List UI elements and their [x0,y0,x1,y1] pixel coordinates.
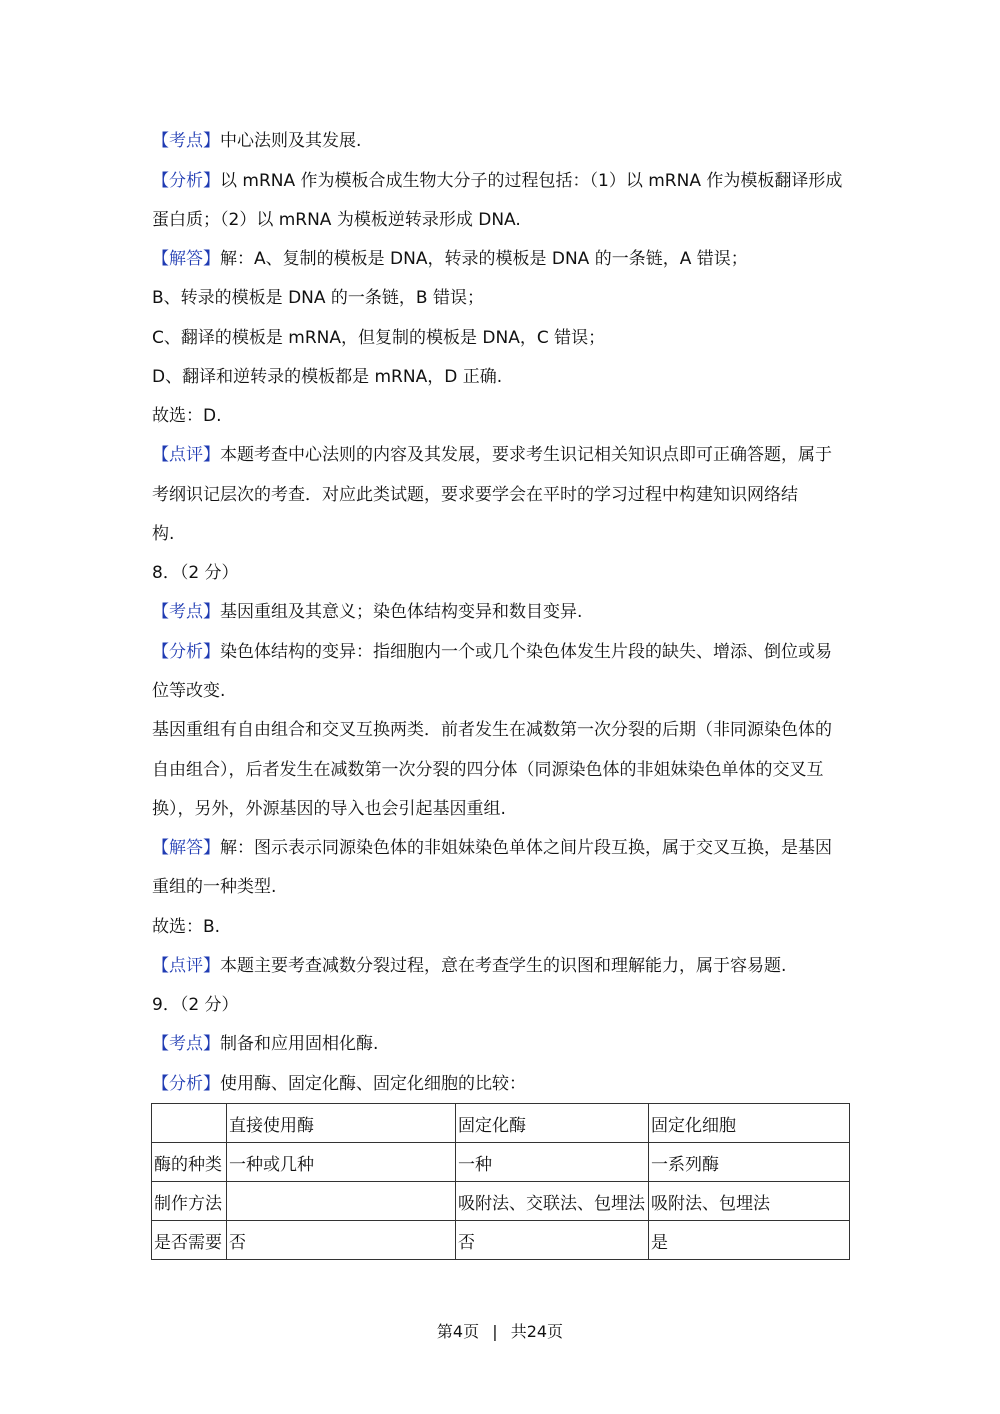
line-text: C、翻译的模板是 mRNA，但复制的模板是 DNA，C 错误； [152,328,606,348]
section-tag: 【解答】 [152,249,220,269]
table-header-cell: 固定化酶 [456,1104,649,1143]
line-text: B、转录的模板是 DNA 的一条链，B 错误； [152,288,484,308]
text-line [152,641,852,663]
table-cell: 吸附法、交联法、包埋法 [456,1182,649,1221]
text-line [152,248,852,270]
line-text: 染色体结构的变异：指细胞内一个或几个染色体发生片段的缺失、增添、倒位或易 [220,642,832,662]
text-line [152,366,852,388]
line-text: 8．（2 分） [152,563,239,583]
section-tag: 【点评】 [152,445,220,465]
table-cell: 否 [227,1221,456,1260]
text-line [152,287,852,309]
table-cell: 酶的种类 [152,1143,227,1182]
section-tag: 【分析】 [152,1074,220,1094]
line-text: 9．（2 分） [152,995,239,1015]
text-line [152,444,852,466]
table-row [152,1221,850,1260]
text-line [152,798,852,820]
text-line [152,719,852,741]
line-text: 本题主要考查减数分裂过程，意在考查学生的识图和理解能力，属于容易题. [220,956,787,976]
text-line [152,130,852,152]
text-line [152,601,852,623]
line-text: 位等改变. [152,681,226,701]
table-header-cell: 固定化细胞 [649,1104,850,1143]
text-line [152,327,852,349]
text-line [152,955,852,977]
line-text: 中心法则及其发展. [220,131,362,151]
line-text: 解：图示表示同源染色体的非姐妹染色单体之间片段互换，属于交叉互换，是基因 [220,838,832,858]
line-text: 自由组合），后者发生在减数第一次分裂的四分体（同源染色体的非姐妹染色单体的交叉互 [152,760,824,780]
table-header-row [152,1104,850,1143]
line-text: 重组的一种类型. [152,877,277,897]
table-cell: 一种或几种 [227,1143,456,1182]
text-line [152,170,852,192]
line-text: 故选：B. [152,917,221,937]
text-line [152,209,852,231]
table-cell: 一种 [456,1143,649,1182]
text-line [152,876,852,898]
section-tag: 【考点】 [152,602,220,622]
section-tag: 【分析】 [152,642,220,662]
line-text: 本题考查中心法则的内容及其发展，要求考生识记相关知识点即可正确答题，属于 [220,445,832,465]
section-tag: 【考点】 [152,1034,220,1054]
text-line [152,405,852,427]
table-cell: 一系列酶 [649,1143,850,1182]
line-text: 故选：D. [152,406,222,426]
text-line [152,680,852,702]
footer-separator: | [492,1322,498,1341]
line-text: 构. [152,524,175,544]
line-text: 使用酶、固定化酶、固定化细胞的比较： [220,1074,526,1094]
line-text: D、翻译和逆转录的模板都是 mRNA，D 正确. [152,367,503,387]
table-cell: 吸附法、包埋法 [649,1182,850,1221]
table-cell: 是否需要 [152,1221,227,1260]
current-page: 第4页 [436,1322,480,1341]
section-tag: 【考点】 [152,131,220,151]
line-text: 制备和应用固相化酶. [220,1034,379,1054]
text-line [152,1073,852,1095]
table-cell: 制作方法 [152,1182,227,1221]
table-row [152,1182,850,1221]
table-cell: 是 [649,1221,850,1260]
table-header-cell: 直接使用酶 [227,1104,456,1143]
page-footer [0,1322,1000,1342]
text-line [152,759,852,781]
question-number [152,994,852,1016]
line-text: 以 mRNA 作为模板合成生物大分子的过程包括：（1）以 mRNA 作为模板翻译形成 [220,171,843,191]
table-cell [227,1182,456,1221]
line-text: 蛋白质；（2）以 mRNA 为模板逆转录形成 DNA. [152,210,521,230]
line-text: 基因重组有自由组合和交叉互换两类．前者发生在减数第一次分裂的后期（非同源染色体的 [152,720,832,740]
section-tag: 【解答】 [152,838,220,858]
text-line [152,1033,852,1055]
comparison-table [151,1103,850,1260]
line-text: 解：A、复制的模板是 DNA，转录的模板是 DNA 的一条链，A 错误； [220,249,748,269]
text-line [152,484,852,506]
line-text: 考纲识记层次的考查．对应此类试题，要求要学会在平时的学习过程中构建知识网络结 [152,485,798,505]
section-tag: 【点评】 [152,956,220,976]
line-text: 换），另外，外源基因的导入也会引起基因重组. [152,799,506,819]
table-header-cell [152,1104,227,1143]
section-tag: 【分析】 [152,171,220,191]
text-line [152,916,852,938]
table-row [152,1143,850,1182]
text-line [152,523,852,545]
table-cell: 否 [456,1221,649,1260]
text-line [152,837,852,859]
question-number [152,562,852,584]
line-text: 基因重组及其意义；染色体结构变异和数目变异. [220,602,583,622]
total-pages: 共24页 [510,1322,564,1341]
